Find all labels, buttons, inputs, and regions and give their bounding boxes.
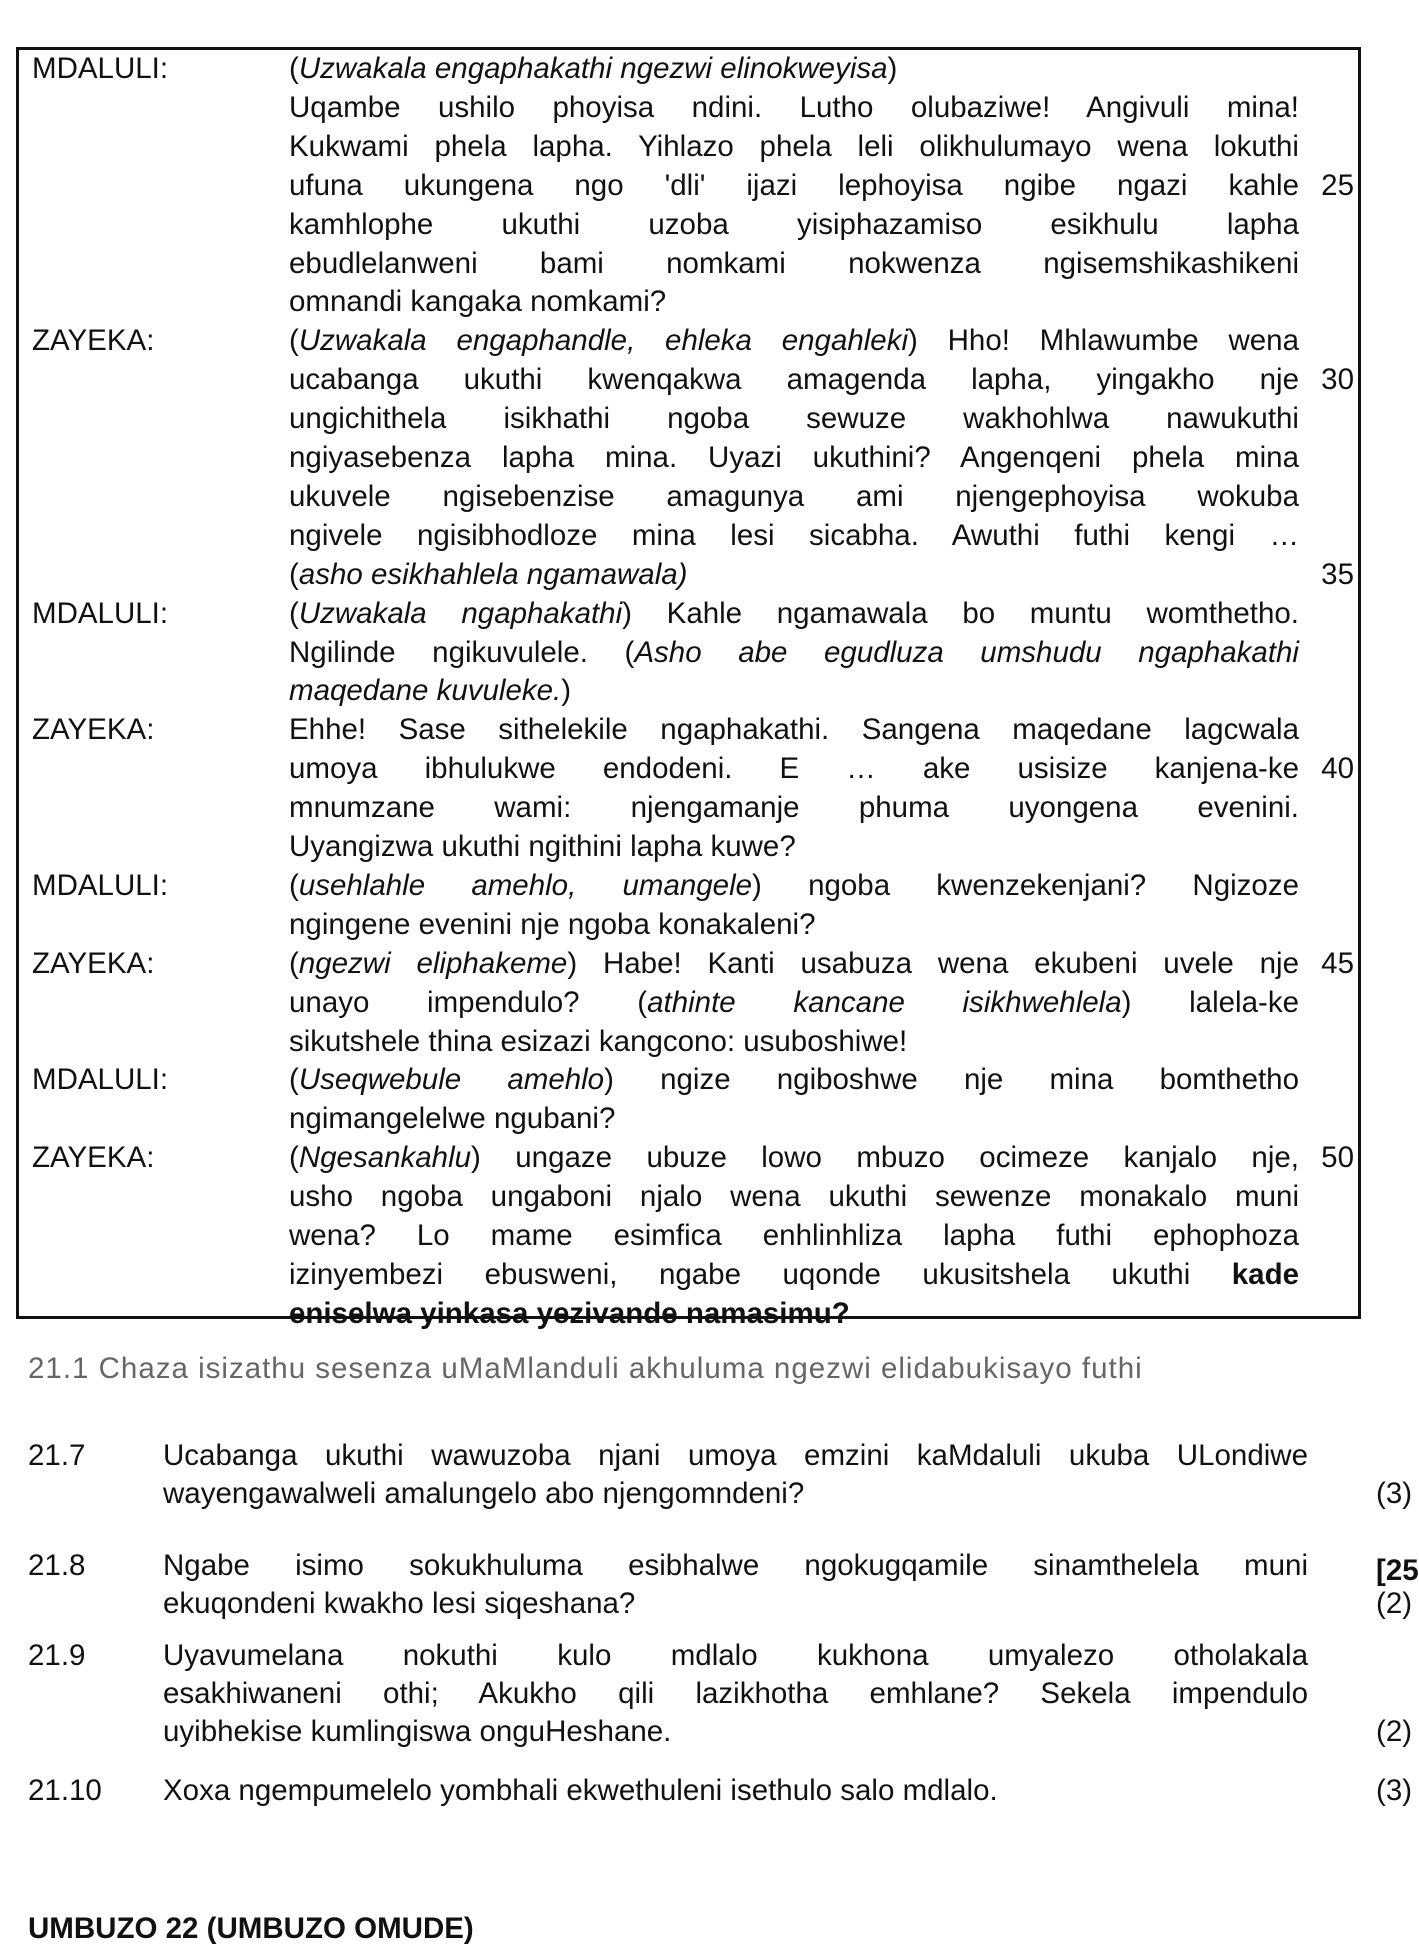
excerpt-line [19, 128, 1358, 166]
dialogue-text: Uqambe ushilo phoyisa ndini. Lutho olubaziwe! Angivuli mina! [289, 90, 1299, 124]
speaker-label: ZAYEKA: [32, 1141, 155, 1175]
excerpt-line-text [289, 89, 1299, 127]
excerpt-line [19, 439, 1358, 477]
question-number: 21.10 [28, 1774, 102, 1807]
excerpt-line [19, 789, 1358, 827]
dialogue-text: ufuna ukungena ngo 'dli' ijazi lephoyisa ngibe ngazi kahle [289, 168, 1299, 202]
excerpt-line [19, 206, 1358, 244]
excerpt-line-text [289, 1295, 1299, 1333]
dialogue-text: ) Hho! Mhlawumbe wena [908, 324, 1299, 358]
excerpt-line [19, 634, 1358, 672]
excerpt-line-text [289, 1100, 1299, 1138]
excerpt-line [19, 400, 1358, 438]
stage-direction: usehlahle amehlo, umangele [298, 868, 753, 902]
dialogue-text: ( [289, 324, 299, 358]
speaker-label: MDALULI: [32, 52, 169, 85]
dialogue-text: ngimangelelwe ngubani? [289, 1102, 616, 1136]
excerpt-line-text [289, 750, 1299, 788]
excerpt-line [19, 984, 1358, 1022]
excerpt-line-text [289, 478, 1299, 516]
excerpt-line [19, 517, 1358, 555]
stage-direction: maqedane kuvuleke. [289, 674, 562, 708]
dialogue-text: kamhlophe ukuthi uzoba yisiphazamiso esikhulu lapha [289, 207, 1299, 241]
stage-direction: asho esikhahlela ngamawala) [298, 557, 688, 591]
excerpt-line-text [289, 634, 1299, 672]
speaker-label: MDALULI: [32, 868, 169, 902]
excerpt-line [19, 711, 1358, 749]
cut-off-question-text: 21.1 Chaza isizathu sesenza uMaMlanduli akhuluma ngezwi elidabukisayo futhi [28, 1352, 1143, 1385]
question-text-line: Xoxa ngempumelelo yombhali ekwethuleni isethulo salo mdlalo. [163, 1774, 998, 1807]
excerpt-line [19, 89, 1358, 127]
excerpt-line [19, 283, 1358, 321]
excerpt-line-text [289, 984, 1299, 1022]
excerpt-line [19, 867, 1358, 905]
stage-direction: Asho abe egudluza umshudu ngaphakathi [634, 635, 1299, 669]
dialogue-text: ( [289, 946, 299, 980]
line-number: 35 [1321, 557, 1354, 591]
excerpt-line-text [289, 1217, 1299, 1255]
dialogue-text: ) ungaze ubuze lowo mbuzo ocimeze kanjalo nje, [471, 1141, 1299, 1175]
excerpt-line-text [289, 1023, 1299, 1061]
excerpt-line [19, 1100, 1358, 1138]
excerpt-line [19, 1256, 1358, 1294]
excerpt-line-text [289, 828, 1299, 866]
excerpt-line-text [289, 556, 1299, 594]
dialogue-text: ) [561, 674, 572, 708]
excerpt-line [19, 906, 1358, 944]
bold-text: kade [1231, 1257, 1299, 1291]
dialogue-text: ) Kahle ngamawala bo muntu womthetho. [622, 596, 1299, 630]
excerpt-line [19, 595, 1358, 633]
excerpt-line [19, 1178, 1358, 1216]
excerpt-line-text [289, 789, 1299, 827]
question-text-line: Ucabanga ukuthi wawuzoba njani umoya emzini kaMdaluli ukuba ULondiwe [163, 1439, 1308, 1472]
speaker-label: ZAYEKA: [32, 713, 155, 747]
excerpt-line-text [289, 400, 1299, 438]
stage-direction: Useqwebule amehlo [298, 1063, 605, 1097]
speaker-label: MDALULI: [32, 1063, 169, 1097]
excerpt-line-text [289, 1139, 1299, 1177]
excerpt-line [19, 750, 1358, 788]
line-number: 40 [1321, 752, 1354, 786]
excerpt-line-text [289, 1061, 1299, 1099]
question-text-line: ekuqondeni kwakho lesi siqeshana? [163, 1587, 636, 1620]
dialogue-text: Ngilinde ngikuvulele. ( [289, 635, 635, 669]
dialogue-text: izinyembezi ebusweni, ngabe uqonde ukusitshela ukuthi [289, 1257, 1232, 1291]
dialogue-text: ) lalela-ke [1121, 985, 1299, 1019]
stage-direction: Uzwakala ngaphakathi [298, 596, 623, 630]
excerpt-line [19, 1139, 1358, 1177]
excerpt-line-text [289, 283, 1299, 321]
drama-excerpt-box [16, 47, 1361, 1330]
dialogue-text: ngingene evenini nje ngoba konakaleni? [289, 907, 816, 941]
dialogue-text: Uyangizwa ukuthi ngithini lapha kuwe? [289, 830, 796, 863]
excerpt-line [19, 1217, 1358, 1255]
question-number: 21.7 [28, 1439, 86, 1472]
excerpt-line-text [289, 206, 1299, 244]
question-number: 21.8 [28, 1549, 86, 1582]
line-number: 30 [1321, 363, 1354, 397]
dialogue-text: Ehhe! Sase sithelekile ngaphakathi. Sangena maqedane lagcwala [289, 713, 1299, 747]
speaker-label: ZAYEKA: [32, 946, 155, 980]
excerpt-line [19, 478, 1358, 516]
excerpt-line [19, 672, 1358, 710]
cut-off-question-line [28, 1344, 1308, 1385]
excerpt-line [19, 556, 1358, 594]
dialogue-text: ( [289, 557, 299, 591]
question-text-line: uyibhekise kumlingiswa onguHeshane. [163, 1715, 672, 1748]
stage-direction: athinte kancane isikhwehlela [647, 985, 1122, 1019]
excerpt-line-text [289, 245, 1299, 283]
line-number: 50 [1321, 1141, 1354, 1175]
next-question-heading: UMBUZO 22 (UMBUZO OMUDE) [28, 1912, 474, 1945]
dialogue-text: Kukwami phela lapha. Yihlazo phela leli olikhulumayo wena lokuthi [289, 129, 1299, 163]
excerpt-line-text [289, 1256, 1299, 1294]
excerpt-line-text [289, 711, 1299, 749]
stage-direction: ngezwi eliphakeme [298, 946, 568, 980]
dialogue-text: ( [289, 596, 299, 630]
stage-direction: Uzwakala engaphakathi ngezwi elinokweyisa [298, 52, 888, 85]
stage-direction: Ngesankahlu [298, 1141, 472, 1175]
dialogue-text: wena? Lo mame esimfica enhlinhliza lapha futhi ephophoza [289, 1219, 1299, 1252]
excerpt-line [19, 361, 1358, 399]
excerpt-line [19, 1295, 1358, 1333]
excerpt-line [19, 245, 1358, 283]
dialogue-text: ( [289, 868, 299, 902]
question-marks: (2) [1376, 1715, 1413, 1748]
excerpt-line-text [289, 945, 1299, 983]
question-marks: (3) [1376, 1477, 1413, 1510]
dialogue-text: ) Habe! Kanti usabuza wena ekubeni uvele nje [567, 946, 1299, 980]
question-text-line: Ngabe isimo sokukhuluma esibhalwe ngokugqamile sinamthelela muni [163, 1549, 1308, 1582]
excerpt-line [19, 828, 1358, 866]
excerpt-line-text [289, 50, 1299, 88]
dialogue-text: unayo impendulo? ( [289, 985, 648, 1019]
dialogue-text: ngiyasebenza lapha mina. Uyazi ukuthini? Angenqeni phela mina [289, 441, 1299, 474]
excerpt-line-text [289, 867, 1299, 905]
dialogue-text: sikutshele thina esizazi kangcono: usuboshiwe! [289, 1024, 908, 1058]
excerpt-line [19, 945, 1358, 983]
dialogue-text: usho ngoba ungaboni njalo wena ukuthi sewenze monakalo muni [289, 1180, 1299, 1214]
excerpt-line-text [289, 1178, 1299, 1216]
excerpt-line [19, 167, 1358, 205]
question-marks: (2) [1376, 1587, 1413, 1620]
excerpt-line-text [289, 517, 1299, 555]
dialogue-text: ) ngoba kwenzekenjani? Ngizoze [752, 868, 1299, 902]
dialogue-text: ebudlelanweni bami nomkami nokwenza ngisemshikashikeni [289, 246, 1299, 280]
excerpt-line-text [289, 322, 1299, 360]
dialogue-text: ngivele ngisibhodloze mina lesi sicabha. Awuthi futhi kengi … [289, 518, 1299, 552]
excerpt-line-text [289, 595, 1299, 633]
excerpt-line-text [289, 128, 1299, 166]
line-number: 25 [1321, 168, 1354, 202]
excerpt-line-text [289, 672, 1299, 710]
question-number: 21.9 [28, 1639, 86, 1672]
dialogue-text: ( [289, 52, 299, 85]
speaker-label: MDALULI: [32, 596, 169, 630]
question-text-line: Uyavumelana nokuthi kulo mdlalo kukhona umyalezo otholakala [163, 1639, 1308, 1672]
excerpt-line [19, 1061, 1358, 1099]
excerpt-line-text [289, 167, 1299, 205]
dialogue-text: ) [887, 52, 898, 85]
question-text-line: wayengawalweli amalungelo abo njengomndeni? [163, 1477, 805, 1510]
line-number: 45 [1321, 946, 1354, 980]
dialogue-text: ( [289, 1141, 299, 1175]
stage-direction: Uzwakala engaphandle, ehleka engahleki [298, 324, 909, 358]
excerpt-line-text [289, 906, 1299, 944]
dialogue-text: ) ngize ngiboshwe nje mina bomthetho [604, 1063, 1299, 1097]
dialogue-text: ucabanga ukuthi kwenqakwa amagenda lapha, yingakho nje [289, 363, 1299, 397]
dialogue-text: ( [289, 1063, 299, 1097]
excerpt-line [19, 322, 1358, 360]
excerpt-line [19, 1023, 1358, 1061]
speaker-label: ZAYEKA: [32, 324, 155, 358]
excerpt-line [19, 50, 1358, 88]
excerpt-line-text [289, 361, 1299, 399]
dialogue-text: mnumzane wami: njengamanje phuma uyongena evenini. [289, 791, 1299, 825]
dialogue-text: ungichithela isikhathi ngoba sewuze wakhohlwa nawukuthi [289, 402, 1299, 436]
dialogue-text: ukuvele ngisebenzise amagunya ami njengephoyisa wokuba [289, 479, 1299, 513]
dialogue-text: umoya ibhulukwe endodeni. E … ake usisize kanjena-ke [289, 752, 1299, 786]
bold-text: eniselwa yinkasa yezivande namasimu? [289, 1296, 850, 1330]
question-text-line: esakhiwaneni othi; Akukho qili lazikhotha emhlane? Sekela impendulo [163, 1677, 1308, 1710]
excerpt-line-text [289, 439, 1299, 477]
total-marks: [25 [1376, 1554, 1419, 1587]
question-marks: (3) [1376, 1774, 1413, 1807]
dialogue-text: omnandi kangaka nomkami? [289, 285, 667, 319]
